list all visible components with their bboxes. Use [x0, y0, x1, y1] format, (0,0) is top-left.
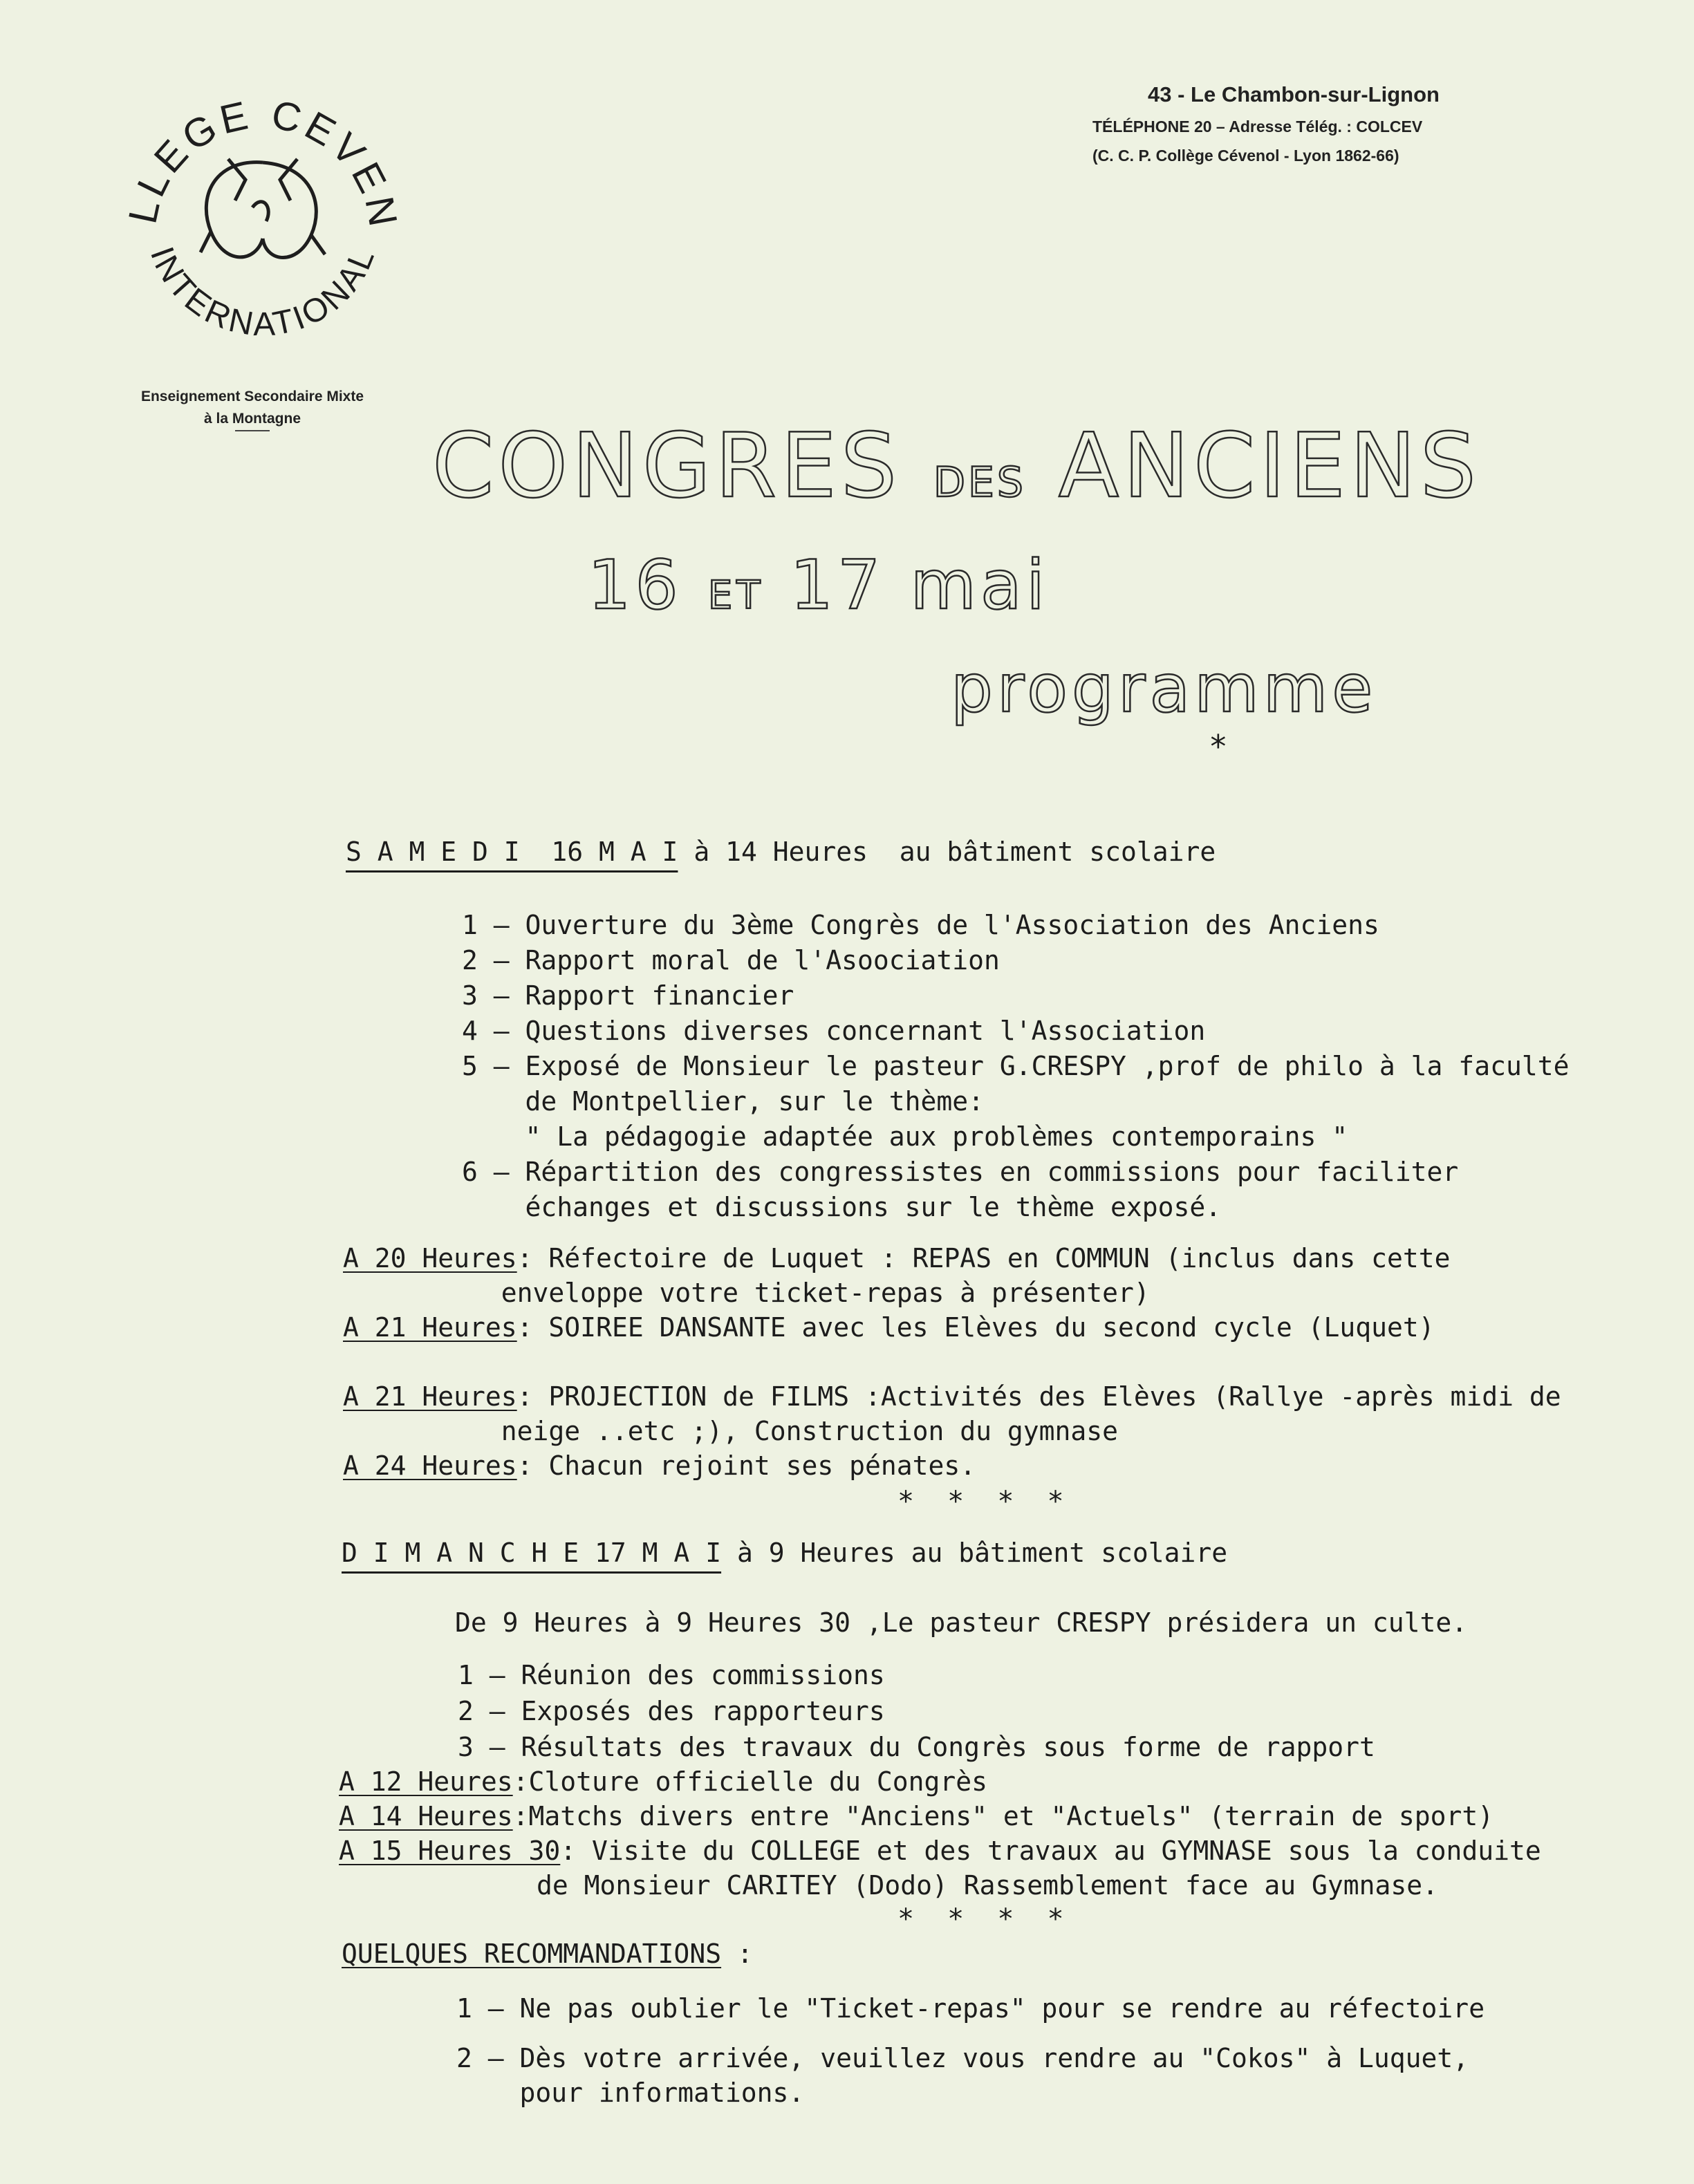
event-12h [339, 1764, 1541, 1799]
list-item: 2 – Dès votre arrivée, veuillez vous rendre au "Cokos" à Luquet, [456, 2043, 1469, 2073]
address-line-1: 43 - Le Chambon-sur-Lignon [1148, 82, 1440, 106]
event-20h-cont: enveloppe votre ticket-repas à présenter) [343, 1278, 1150, 1308]
recommandations-heading [342, 1937, 753, 1970]
event-15h30 [339, 1833, 1541, 1868]
event-text: : Visite du COLLEGE et des travaux au GYMNASE sous la conduite [560, 1836, 1541, 1866]
event-time: A 21 Heures [343, 1312, 517, 1343]
event-text: : PROJECTION de FILMS :Activités des Elèves (Rallye -après midi de [516, 1381, 1561, 1412]
dimanche-intro: De 9 Heures à 9 Heures 30 ,Le pasteur CRESPY présidera un culte. [455, 1607, 1468, 1638]
title-word-congres: CONGRES [432, 415, 902, 518]
letterhead-address [1092, 77, 1549, 170]
event-time: A 21 Heures [343, 1381, 517, 1412]
list-item: 5 – Exposé de Monsieur le pasteur G.CRESPY ,prof de philo à la faculté [462, 1051, 1570, 1081]
samedi-heading [346, 835, 1216, 868]
samedi-evening [343, 1241, 1561, 1483]
event-text: : SOIREE DANSANTE avec les Elèves du second cycle (Luquet) [516, 1312, 1435, 1343]
svg-text:COLLEGE CEVENOL [124, 76, 401, 234]
title-word-anciens: ANCIENS [1058, 415, 1481, 518]
recommandations-items [456, 1991, 1484, 2110]
date-et: ET [707, 573, 765, 618]
page-title [432, 415, 1480, 518]
list-item: 1 – Ouverture du 3ème Congrès de l'Association des Anciens [462, 910, 1379, 940]
list-item: " La pédagogie adaptée aux problèmes contemporains " [462, 1121, 1348, 1152]
separator-2: * * * * [897, 1903, 1072, 1935]
title-date [588, 546, 1049, 625]
svg-text:INTERNATIONAL [143, 241, 382, 343]
tagline-line-2: à la Montagne [203, 411, 301, 427]
event-24h [343, 1448, 1561, 1483]
tagline-line-1: Enseignement Secondaire Mixte [140, 389, 364, 404]
list-item: de Montpellier, sur le thème: [462, 1086, 984, 1117]
letterhead-tagline [104, 386, 401, 431]
event-time: A 14 Heures [339, 1801, 513, 1831]
title-programme: programme [951, 650, 1377, 727]
event-text: : Réfectoire de Luquet : REPAS en COMMUN (inclus dans cette [516, 1243, 1451, 1273]
event-time: A 20 Heures [343, 1243, 517, 1273]
date-day-b: 17 mai [790, 546, 1050, 625]
event-time: A 12 Heures [339, 1766, 513, 1797]
dimanche-heading-rest: à 9 Heures au bâtiment scolaire [721, 1538, 1228, 1568]
list-item: 2 – Rapport moral de l'Asoociation [462, 945, 1000, 976]
list-item: 1 – Ne pas oublier le "Ticket-repas" pour se rendre au réfectoire [456, 1993, 1485, 2024]
list-item: pour informations. [456, 2078, 805, 2108]
list-item: 2 – Exposés des rapporteurs [458, 1696, 885, 1726]
event-text: : Chacun rejoint ses pénates. [516, 1450, 976, 1481]
separator-1: * * * * [897, 1486, 1072, 1518]
tagline-rule [235, 430, 270, 431]
dimanche-heading-label: D I M A N C H E 17 M A I [342, 1538, 722, 1568]
dimanche-items [458, 1657, 1375, 1765]
list-item: échanges et discussions sur le thème exposé. [462, 1192, 1222, 1222]
address-line-2: TÉLÉPHONE 20 – Adresse Télég. : COLCEV [1092, 118, 1423, 136]
date-day-a: 16 [588, 546, 682, 625]
list-item: 4 – Questions diverses concernant l'Association [462, 1016, 1206, 1046]
college-logo [124, 76, 401, 353]
event-time: A 24 Heures [343, 1450, 517, 1481]
recommandations-heading-rest: : [721, 1939, 753, 1969]
logo-text-bottom: INTERNATIONAL [142, 241, 383, 344]
list-item: 6 – Répartition des congressistes en commissions pour faciliter [462, 1157, 1459, 1187]
title-word-des: DES [933, 458, 1027, 507]
event-20h [343, 1241, 1561, 1276]
title-star: * [1209, 728, 1228, 765]
event-time: A 15 Heures 30 [339, 1836, 561, 1866]
event-text: :Cloture officielle du Congrès [512, 1766, 988, 1797]
event-21h-films-cont: neige ..etc ;), Construction du gymnase [343, 1416, 1119, 1446]
logo-emblem [124, 76, 401, 353]
list-item: 1 – Réunion des commissions [458, 1660, 885, 1690]
event-14h [339, 1799, 1541, 1833]
samedi-items [462, 908, 1569, 1225]
list-item: 3 – Rapport financier [462, 980, 794, 1011]
samedi-heading-label: S A M E D I 16 M A I [346, 837, 678, 867]
dimanche-heading [342, 1536, 1227, 1569]
dimanche-events [339, 1764, 1541, 1868]
recommandations-heading-label: QUELQUES RECOMMANDATIONS [342, 1939, 722, 1969]
event-15h30-cont: de Monsieur CARITEY (Dodo) Rassemblement face au Gymnase. [537, 1870, 1439, 1901]
event-21h-films [343, 1379, 1561, 1414]
flame-emblem-icon [201, 159, 325, 258]
event-text: :Matchs divers entre "Anciens" et "Actuels" (terrain de sport) [512, 1801, 1494, 1831]
list-item: 3 – Résultats des travaux du Congrès sous forme de rapport [458, 1732, 1375, 1762]
logo-text-top: LLEGE CEVE [124, 91, 397, 227]
address-line-3: (C. C. P. Collège Cévenol - Lyon 1862-66) [1092, 147, 1399, 165]
samedi-heading-rest: à 14 Heures au bâtiment scolaire [678, 837, 1216, 867]
event-21h-soiree [343, 1310, 1561, 1345]
